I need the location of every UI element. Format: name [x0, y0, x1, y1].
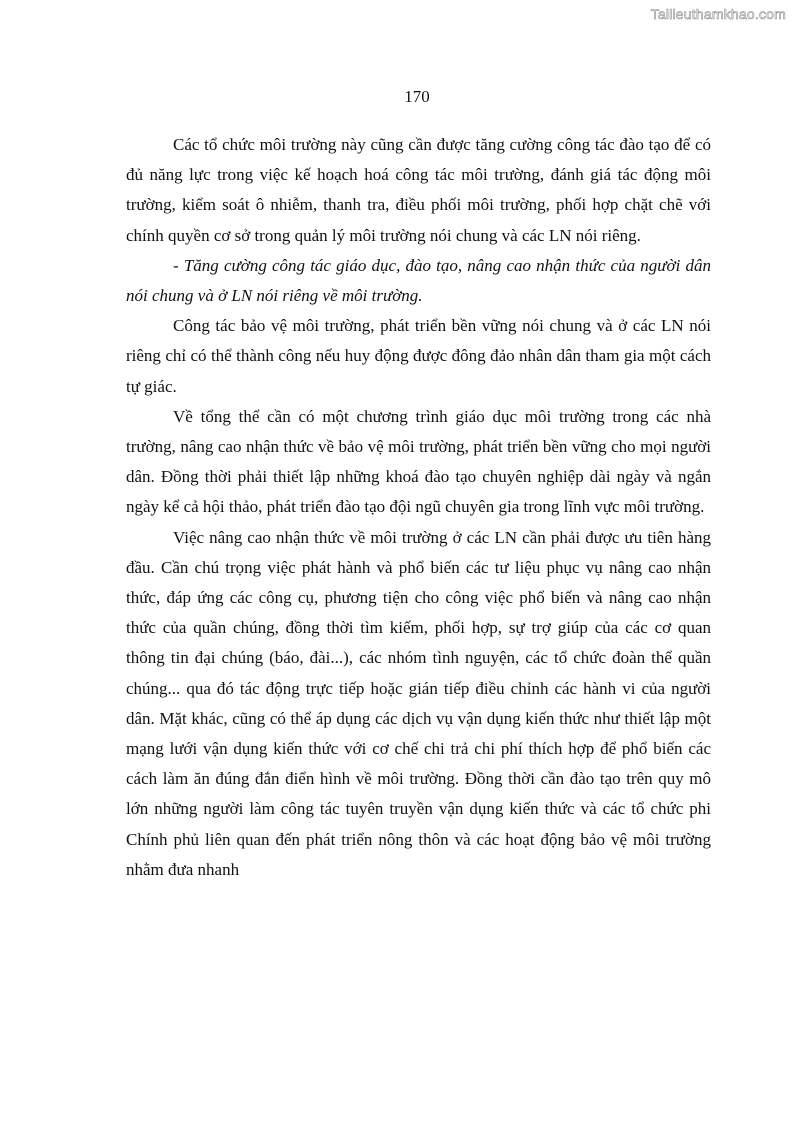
watermark: Tailieuthamkhao.com — [650, 6, 786, 22]
paragraph-2-italic-heading: - Tăng cường công tác giáo dục, đào tạo, nâng cao nhận thức của người dân nói chung và ở LN nói riêng về môi trường. — [126, 255, 711, 306]
paragraph-5: Việc nâng cao nhận thức về môi trường ở các LN cần phải được ưu tiên hàng đầu. Cần chú trọng việc phát hành và phổ biến các tư liệu phục vụ nâng cao nhận thức, đáp ứng các công cụ, phương tiện cho công việc phổ biến và nâng cao nhận thức của quần chúng, đồng thời tìm kiếm, phối hợp, sự trợ giúp của các cơ quan thông tin đại chúng (báo, đài...), các nhóm tình nguyện, các tổ chức đoàn thể quần chúng... qua đó tác động trực tiếp hoặc gián tiếp điều chỉnh các hành vi của người dân. Mặt khác, cũng có thể áp dụng các dịch vụ vận dụng kiến thức như thiết lập một mạng lưới vận dụng kiến thức với cơ chế chi trả chi phí thích hợp để phổ biến các cách làm ăn đúng đắn điển hình về môi trường. Đồng thời cần đào tạo trên quy mô lớn những người làm công tác tuyên truyền vận dụng kiến thức và các tổ chức phi Chính phủ liên quan đến phát triển nông thôn và các hoạt động bảo vệ môi trường nhằm đưa nhanh — [126, 527, 711, 879]
paragraph-1: Các tổ chức môi trường này cũng cần được tăng cường công tác đào tạo để có đủ năng lực trong việc kế hoạch hoá công tác môi trường, đánh giá tác động môi trường, kiểm soát ô nhiễm, thanh tra, điều phối môi trường, phối hợp chặt chẽ với chính quyền cơ sở trong quản lý môi trường nói chung và các LN nói riêng. — [126, 135, 711, 245]
page-number: 170 — [404, 87, 430, 106]
document-body — [126, 130, 711, 885]
paragraph-4: Về tổng thể cần có một chương trình giáo dục môi trường trong các nhà trường, nâng cao nhận thức về bảo vệ môi trường, phát triển bền vững cho mọi người dân. Đồng thời phải thiết lập những khoá đào tạo chuyên nghiệp dài ngày và ngắn ngày kể cả hội thảo, phát triển đào tạo đội ngũ chuyên gia trong lĩnh vực môi trường. — [126, 406, 711, 517]
paragraph-3: Công tác bảo vệ môi trường, phát triển bền vững nói chung và ở các LN nói riêng chỉ có thể thành công nếu huy động được đông đảo nhân dân tham gia một cách tự giác. — [126, 316, 711, 396]
